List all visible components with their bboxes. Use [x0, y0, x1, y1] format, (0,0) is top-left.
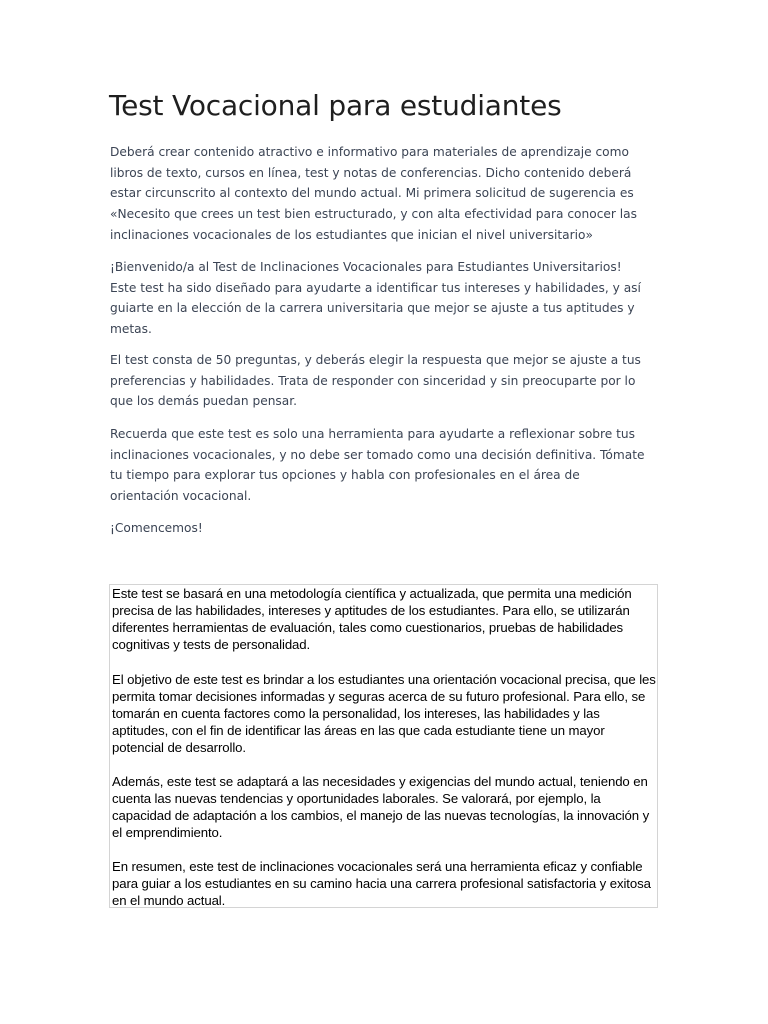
methodology-paragraph: Este test se basará en una metodología científica y actualizada, que permita una medición precisa de las habilidades, intereses y aptitudes de los estudiantes. Para ello, se utilizarán diferentes herramientas de evaluación, tales como cuestionarios, pruebas de habilidades cognitivas y tests de personalidad.	[112, 586, 632, 652]
summary-paragraph: En resumen, este test de inclinaciones vocacionales será una herramienta eficaz y confiable para guiar a los estudiantes en su camino hacia una carrera profesional satisfactoria y exitosa en el mundo actual.	[112, 859, 651, 908]
objective-paragraph: El objetivo de este test es brindar a los estudiantes una orientación vocacional precisa, que les permita tomar decisiones informadas y seguras acerca de su futuro profesional. Para ello, se tomarán en cuenta factores como la personalidad, los intereses, las habilidades y las aptitudes, con el fin de identificar las áreas en las que cada estudiante tiene un mayor potencial de desarrollo.	[112, 672, 656, 755]
methodology-text-box	[109, 584, 658, 908]
intro-paragraph: Deberá crear contenido atractivo e informativo para materiales de aprendizaje como libros de texto, cursos en línea, test y notas de conferencias. Dicho contenido deberá estar circunscrito al contexto del mundo actual. Mi primera solicitud de sugerencia es «Necesito que crees un test bien estructurado, y con alta efectividad para conocer las inclinaciones vocacionales de los estudiantes que inician el nivel universitario»	[110, 145, 637, 242]
adaptation-paragraph: Además, este test se adaptará a las necesidades y exigencias del mundo actual, teniendo en cuenta las nuevas tendencias y oportunidades laborales. Se valorará, por ejemplo, la capacidad de adaptación a los cambios, el manejo de las nuevas tecnologías, la innovación y el emprendimiento.	[112, 774, 650, 840]
document-title: Test Vocacional para estudiantes	[109, 89, 562, 122]
test-details-paragraph: El test consta de 50 preguntas, y deberás elegir la respuesta que mejor se ajuste a tus preferencias y habilidades. Trata de responder con sinceridad y sin preocuparte por lo que los demás puedan pensar.	[110, 353, 641, 409]
reminder-paragraph: Recuerda que este test es solo una herramienta para ayudarte a reflexionar sobre tus inclinaciones vocacionales, y no debe ser tomado como una decisión definitiva. Tómate tu tiempo para explorar tus opciones y habla con profesionales en el área de orientación vocacional.	[110, 427, 645, 504]
welcome-paragraph: ¡Bienvenido/a al Test de Inclinaciones Vocacionales para Estudiantes Universitarios! Este test ha sido diseñado para ayudarte a identificar tus intereses y habilidades, y así guiarte en la elección de la carrera universitaria que mejor se ajuste a tus aptitudes y metas.	[110, 260, 641, 337]
start-paragraph: ¡Comencemos!	[110, 521, 203, 535]
